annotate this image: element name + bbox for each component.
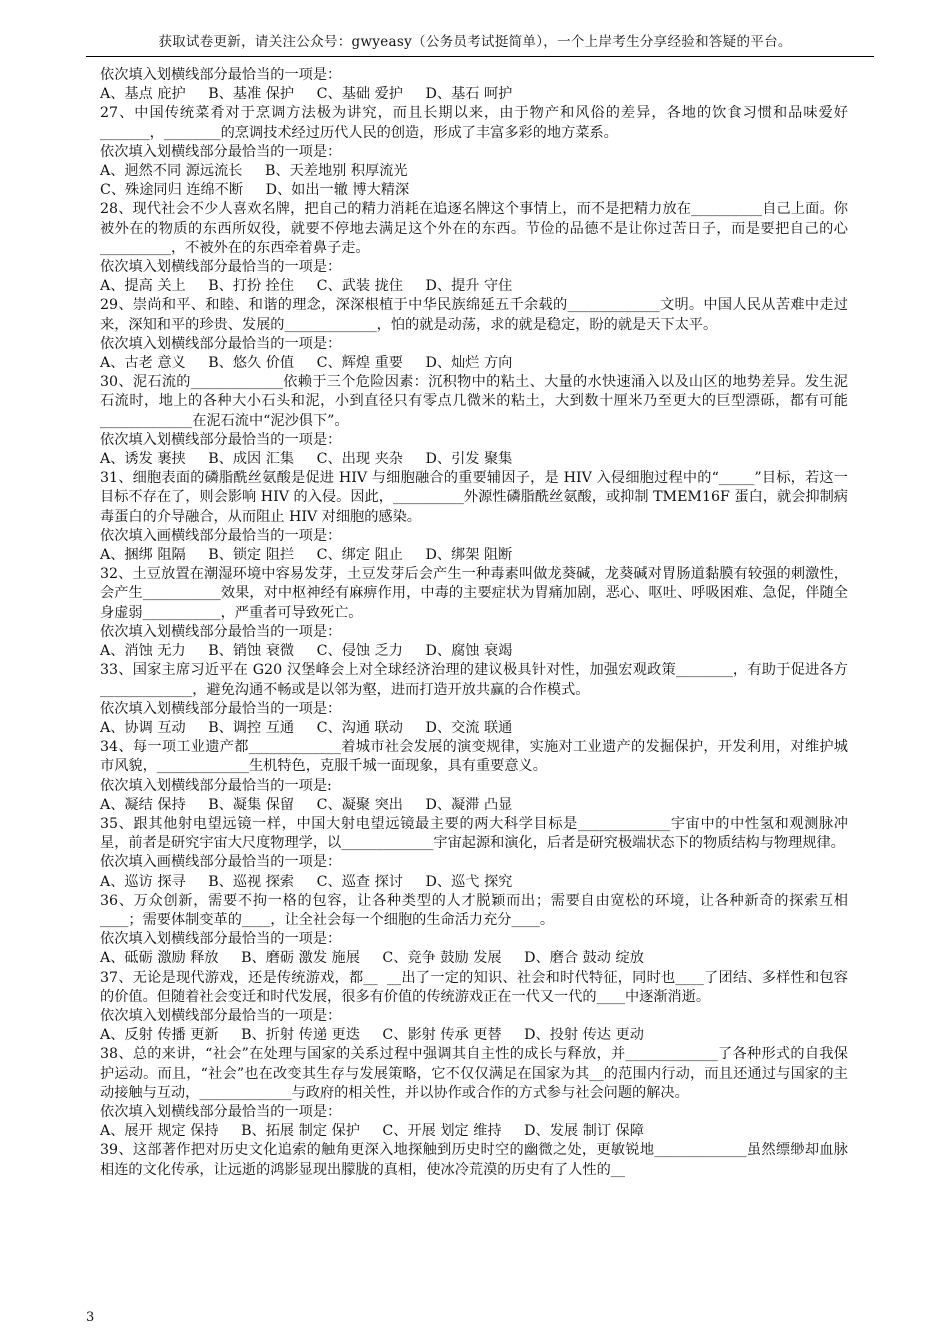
prompt-line: 依次填入画横线部分最恰当的一项是：: [100, 854, 342, 871]
options-line: A、反射 传播 更新 B、折射 传递 更迭 C、影射 传承 更替 D、投射 传达 更动: [100, 1027, 644, 1044]
prompt-line: 依次填入划横线部分最恰当的一项是：: [100, 700, 342, 717]
question-28: 28、现代社会不少人喜欢名牌，把自己的精力消耗在追逐名牌这个事情上，而不是把精力放在__________自己上面。你被外在的物质的东西所奴役，就要不停地去满足这个外在的东西。节俭的品德不是让你过苦日子，而是要把自己的心__________，不被外在的东西牵着鼻子走。: [100, 201, 848, 256]
options-line: A、砥砺 激励 释放 B、磨砺 激发 施展 C、竞争 鼓励 发展 D、磨合 鼓动 绽放: [100, 950, 644, 967]
prompt-line: 依次填入划横线部分最恰当的一项是：: [100, 931, 342, 948]
prompt-line: 依次填入划横线部分最恰当的一项是：: [100, 431, 342, 448]
page-number: 3: [86, 1310, 95, 1325]
options-line: A、捆绑 阻隔 B、锁定 阻拦 C、绑定 阻止 D、绑架 阻断: [100, 547, 513, 564]
options-line: A、基点 庇护 B、基准 保护 C、基础 爱护 D、基石 呵护: [100, 86, 513, 103]
prompt-line: 依次填入划横线部分最恰当的一项是：: [100, 335, 342, 352]
prompt-line: 依次填入划横线部分最恰当的一项是：: [100, 67, 342, 83]
question-35: 35、跟其他射电望远镜一样，中国大射电望远镜最主要的两大科学目标是_____________宇宙中的中性氢和观测脉冲星，前者是研究宇宙大尺度物理学，以_____________宇宙起源和演化，后者是研究极端状态下的物质结构与物理规律。: [100, 815, 848, 852]
page-header: 获取试卷更新，请关注公众号：gwyeasy（公务员考试挺简单），一个上岸考生分享经验和答疑的平台。: [158, 34, 792, 50]
options-line: A、提高 关上 B、打扮 拴住 C、武装 拢住 D、提升 守住: [100, 278, 513, 295]
options-line: C、殊途同归 连绵不断 D、如出一辙 博大精深: [100, 182, 410, 199]
options-line: A、协调 互动 B、调控 互通 C、沟通 联动 D、交流 联通: [100, 719, 513, 736]
question-39: 39、这部著作把对历史文化追索的触角更深入地探触到历史时空的幽微之处，更敏锐地_____________虽然缥缈却血脉相连的文化传承，让远逝的鸿影显现出朦胧的真相，使冰冷荒漠的历史有了人性的__: [100, 1142, 848, 1178]
options-line: A、展开 规定 保持 B、拓展 制定 保护 C、开展 划定 维持 D、发展 制订 保障: [100, 1123, 644, 1140]
question-36: 36、万众创新，需要不拘一格的包容，让各种类型的人才脱颖而出；需要自由宽松的环境，让各种新奇的探索互相____；需要体制变革的____，让全社会每一个细胞的生命活力充分____。: [100, 892, 848, 928]
options-line: A、诱发 裹挟 B、成因 汇集 C、出现 夹杂 D、引发 聚集: [100, 451, 513, 468]
options-line: A、凝结 保持 B、凝集 保留 C、凝聚 突出 D、凝滞 凸显: [100, 796, 513, 813]
prompt-line: 依次填入划横线部分最恰当的一项是:: [100, 777, 332, 794]
header-divider: [86, 56, 874, 57]
question-37: 37、无论是现代游戏，还是传统游戏，都__ __出了一定的知识、社会和时代特征，同时也____了团结、多样性和包容的价值。但随着社会变迁和时代发展，很多有价值的传统游戏正在一代又一代的____中逐渐消逝。: [100, 969, 848, 1005]
prompt-line: 依次填入划横线部分最恰当的一项是：: [100, 623, 342, 640]
prompt-line: 依次填入划横线部分最恰当的一项是：: [100, 143, 342, 160]
question-30: 30、泥石流的_____________依赖于三个危险因素：沉积物中的粘土、大量的水快速涌入以及山区的地势差异。发生泥石流时，地上的各种大小石头和泥，小到直径只有零点几微米的粘土，大到数十厘米乃至更大的巨型漂砾，都有可能_____________在泥石流中“泥沙俱下”。: [100, 374, 848, 429]
question-34: 34、每一项工业遗产都_____________着城市社会发展的演变规律，实施对工业遗产的发掘保护，开发利用，对维护城市风貌，_____________生机特色，克服千城一面现象，具有重要意义。: [100, 739, 848, 775]
prompt-line: 依次填入划横线部分最恰当的一项是：: [100, 1103, 342, 1120]
options-line: A、迥然不同 源远流长 B、天差地别 积厚流光: [100, 163, 408, 180]
options-line: A、古老 意义 B、悠久 价值 C、辉煌 重要 D、灿烂 方向: [100, 355, 513, 372]
options-line: A、消蚀 无力 B、销蚀 衰微 C、侵蚀 乏力 D、腐蚀 衰竭: [100, 643, 513, 660]
question-27: 27、中国传统菜肴对于烹调方法极为讲究，而且长期以来，由于物产和风俗的差异，各地的饮食习惯和品味爱好_______，________的烹调技术经过历代人民的创造，形成了丰富多彩的地方菜系。: [100, 105, 848, 141]
prompt-line: 依次填入划横线部分最恰当的一项是：: [100, 259, 342, 276]
options-line: A、巡访 探寻 B、巡视 探索 C、巡查 探讨 D、巡弋 探究: [100, 873, 513, 890]
question-29: 29、崇尚和平、和睦、和谐的理念，深深根植于中华民族绵延五千余载的_____________文明。中国人民从苦难中走过来，深知和平的珍贵、发展的_____________，怕的就是动荡，求的就是稳定，盼的就是天下太平。: [100, 297, 848, 333]
document-body: [100, 66, 848, 1180]
prompt-line: 依次填入划横线部分最恰当的一项是：: [100, 1007, 342, 1024]
question-33: 33、国家主席习近平在 G20 汉堡峰会上对全球经济治理的建议极具针对性，加强宏观政策________，有助于促进各方_____________，避免沟通不畅或是以邻为壑，进而打造开放共赢的合作模式。: [100, 662, 848, 698]
question-31: 31、细胞表面的磷脂酰丝氨酸是促进 HIV 与细胞融合的重要辅因子，是 HIV 入侵细胞过程中的“_____”目标，若这一目标不存在了，则会影响 HIV 的入侵。因此，__________外源性磷脂酰丝氨酸，或抑制 TMEM16F 蛋白，就会抑制病毒蛋白的介导融合，从而阻止 HIV 对细胞的感染。: [100, 470, 848, 525]
prompt-line: 依次填入画横线部分最恰当的一项是：: [100, 527, 342, 544]
question-32: 32、土豆放置在潮湿环境中容易发芽，土豆发芽后会产生一种毒素叫做龙葵碱，龙葵碱对胃肠道黏膜有较强的刺激性，会产生___________效果，对中枢神经有麻痹作用，中毒的主要症状为胃痛加剧，恶心、呕吐、呼吸困难、急促，伴随全身虚弱___________，严重者可导致死亡。: [100, 566, 848, 621]
question-38: 38、总的来讲，“社会”在处理与国家的关系过程中强调其自主性的成长与释放，并_____________了各种形式的自我保护运动。而且，“社会”也在改变其生存与发展策略，它不仅仅满足在国家为其__的范围内行动，而且还通过与国家的主动接触与互动，_____________与政府的相关性，并以协作或合作的方式参与社会问题的解决。: [100, 1046, 848, 1101]
